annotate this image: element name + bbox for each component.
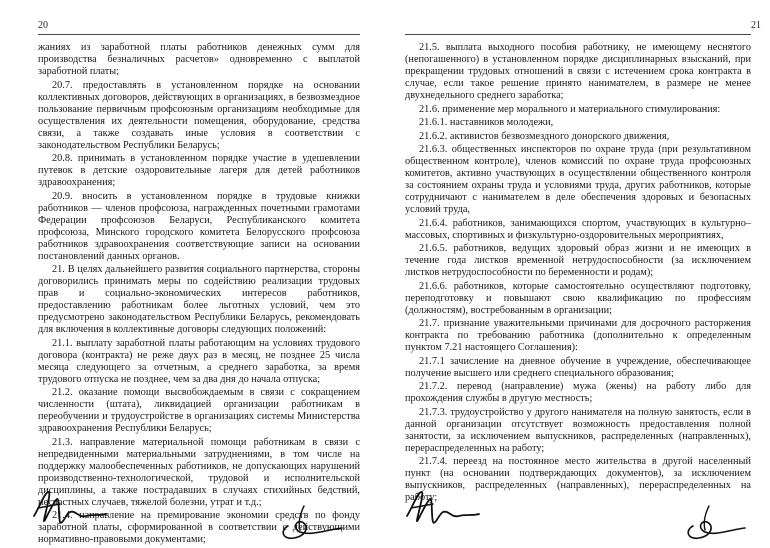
page-number: 21 <box>751 20 761 31</box>
paragraph: 20.7. предоставлять в установленном порядке на основании коллективных договоров, действующих в организациях, в безвозмездное пользование первичным профсоюзным организациям необходимые для осуществления их деятельности помещения, оборудование, средства связи, а также создавать иные условия в соответствии с законодательством Республики Беларусь; <box>38 79 360 151</box>
signature-left <box>403 486 483 534</box>
header-rule <box>38 34 360 35</box>
paragraph: 21.3. направление материальной помощи работникам в связи с непредвиденными материальными затруднениями, в том числе на поддержку малообеспеченных работников, не допускающих нарушений производственно-технологической, трудовой и исполнительской дисциплины, а также пострадавших в случаях стихийных бедствий, несчастных случаев, тяжелой болезни, утрат и т.д.; <box>38 436 360 508</box>
paragraph: 21.5. выплата выходного пособия работнику, не имеющему неснятого (непогашенного) в установленном порядке дисциплинарных взысканий, при прекращении трудовых отношений в связи с истечением срока контракта в случае, если такое решение принято нанимателем, в размере не менее двухнедельного среднего заработка; <box>405 42 751 101</box>
paragraph: 21.6.6. работников, которые самостоятельно осуществляют подготовку, переподготовку и повышают свою квалификацию по профессиям (должностям), востребованным в организации; <box>405 280 751 316</box>
paragraph: 21.7. признание уважительными причинами для досрочного расторжения контракта по требованию работника (дополнительно к определенным пунктом 7.21 настоящего Соглашения): <box>405 318 751 353</box>
signature-right <box>675 500 751 544</box>
page-body <box>405 42 751 506</box>
page-body <box>38 42 360 548</box>
header-rule <box>405 34 751 35</box>
paragraph: 21.1. выплату заработной платы работающим на условиях трудового договора (контракта) не реже двух раз в месяц, не позднее 25 числа месяца следующего за отчетным, а среднего заработка, за время трудового отпуска не позднее, чем за два дня до начала отпуска; <box>38 337 360 385</box>
paragraph: 21.6.1. наставников молодежи, <box>419 117 554 128</box>
left-page <box>0 0 385 546</box>
paragraph: 21.7.1 зачисление на дневное обучение в учреждение, обеспечивающее получение высшего или среднего специального образования; <box>405 355 751 379</box>
right-page <box>385 0 770 546</box>
paragraph: 21.6.5. работников, ведущих здоровый образ жизни и не имеющих в течение года листков временной нетрудоспособности (за исключением листков нетрудоспособности по беременности и родам); <box>405 243 751 278</box>
paragraph: 21.6.4. работников, занимающихся спортом, участвующих в культурно–массовых, спортивных и физкультурно-оздоровительных мероприятиях, <box>405 217 751 241</box>
page-number: 20 <box>38 20 48 31</box>
paragraph: 21.7.3. трудоустройство у другого нанимателя на полную занятость, если в данной организации отсутствует возможность предоставления полной занятости, за исключением выпускников, распределенных (направленных), перераспределенных на работу; <box>405 406 751 454</box>
paragraph: 21.6.2. активистов безвозмездного донорского движения, <box>419 130 670 142</box>
paragraph: 21.2. оказание помощи высвобождаемым в связи с сокращением численности (штата), ликвидацией организации работникам в переобучении и трудоустройстве в организациях системы Министерства здравоохранения Республики Беларусь; <box>38 387 360 434</box>
signature-left <box>30 486 110 534</box>
paragraph: 21.6. применение мер морального и материального стимулирования: <box>419 103 721 115</box>
paragraph: жаниях из заработной платы работников денежных сумм для производства безналичных расчетов» одновременно с выплатой заработной платы; <box>38 42 360 77</box>
paragraph: 21.6.3. общественных инспекторов по охране труда (при результативном общественном контроле), членов комиссий по охране труда профсоюзных комитетов, активно участвующих в осуществлении общественного контроля за состоянием охраны труда и условиями труда, других работников, которые сотрудничают с нанимателем в деле обеспечения здоровых и безопасных условий труда, <box>405 144 751 215</box>
paragraph: 21. В целях дальнейшего развития социального партнерства, стороны договорились принимать меры по содействию реализации трудовых прав и социально-экономических интересов работников, предоставлению работникам более льготных условий, чем это предусмотрено законодательством Республики Беларусь, рекомендовать для включения в коллективные договоры следующих положений: <box>38 264 360 335</box>
paragraph: 20.9. вносить в установленном порядке в трудовые книжки работников — членов профсоюза, награжденных почетными грамотами Федерации профсоюзов Беларуси, Республиканского комитета профсоюза, Минского городского комитета Белорусского профсоюза работников здравоохранения соответствующие записи на основании постановлений данных органов. <box>38 190 360 262</box>
paragraph: 21.7.4. переезд на постоянное место жительства в другой населенный пункт (на основании подтверждающих документов), за исключением выпускников, распределенных (направленных), перераспределенных на работу; <box>405 456 751 503</box>
paragraph: 20.8. принимать в установленном порядке участие в удешевлении путевок в детские оздоровительные лагеря для детей работников здравоохранения; <box>38 153 360 188</box>
paragraph: 21.7.2. перевод (направление) мужа (жены) на работу либо для прохождения службы в другую местность; <box>405 381 751 404</box>
signature-right <box>270 500 350 544</box>
paragraph: 21.4. направление на премирование экономии средств по фонду заработной платы, сформированной в соответствии с действующими нормативно-правовыми документами; <box>38 510 360 545</box>
